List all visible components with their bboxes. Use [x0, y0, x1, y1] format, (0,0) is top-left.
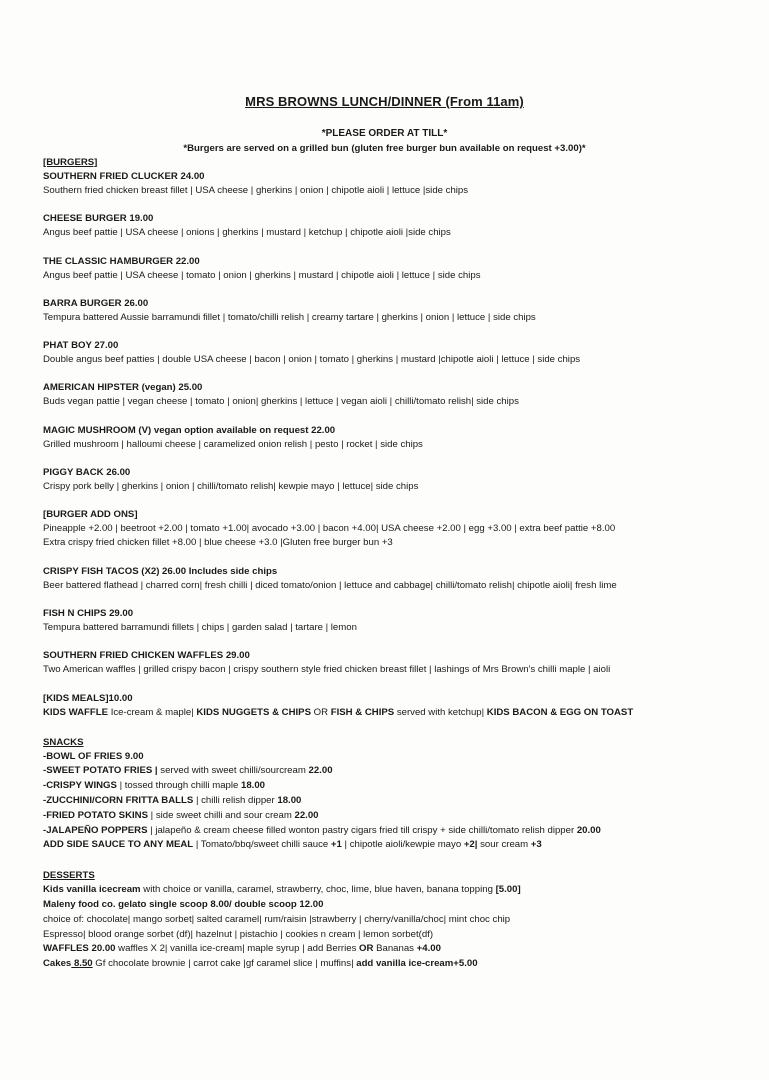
menu-item-description: Tempura battered Aussie barramundi fillet | tomato/chilli relish | creamy tartare | gherkins | onion | lettuce | side chips: [43, 311, 536, 323]
burger-bun-note: *Burgers are served on a grilled bun (gluten free burger bun available on request +3.00)*: [183, 143, 586, 154]
menu-item: [43, 381, 743, 409]
menu-item: [43, 339, 743, 367]
menu-item-description: Angus beef pattie | USA cheese | tomato | onion | gherkins | mustard | chipotle aioli | lettuce | side chips: [43, 269, 481, 281]
snack-item: -CRISPY WINGS | tossed through chilli maple 18.00: [43, 780, 266, 792]
menu-item-description: Grilled mushroom | halloumi cheese | caramelized onion relish | pesto | rocket | side chips: [43, 438, 423, 450]
add-ons-heading: [BURGER ADD ONS]: [43, 509, 138, 521]
menu-item-name: BARRA BURGER 26.00: [43, 297, 149, 309]
menu-item-name: MAGIC MUSHROOM (V) vegan option available on request 22.00: [43, 424, 336, 436]
menu-item-name: FISH N CHIPS 29.00: [43, 607, 134, 619]
menu-content: [43, 156, 743, 972]
kids-heading: [KIDS MEALS]10.00: [43, 692, 133, 704]
kids-line: KIDS WAFFLE Ice-cream & maple| KIDS NUGGETS & CHIPS OR FISH & CHIPS served with ketchup| KIDS BACON & EGG ON TOAST: [43, 706, 634, 718]
dessert-item: Kids vanilla icecream with choice or vanilla, caramel, strawberry, choc, lime, blue haven, banana topping [5.00]: [43, 884, 521, 896]
menu-item-name: CHEESE BURGER 19.00: [43, 213, 154, 225]
menu-item-name: PIGGY BACK 26.00: [43, 467, 131, 479]
snack-item: -FRIED POTATO SKINS | side sweet chilli and sour cream 22.00: [43, 809, 319, 821]
menu-item: [43, 565, 743, 593]
menu-item-name: PHAT BOY 27.00: [43, 340, 119, 352]
burgers-heading: [BURGERS]: [43, 157, 98, 168]
menu-item: [43, 607, 743, 635]
menu-item: [43, 424, 743, 452]
dessert-item: Maleny food co. gelato single scoop 8.00/ double scoop 12.00: [43, 898, 324, 910]
menu-item-description: Beer battered flathead | charred corn| fresh chilli | diced tomato/onion | lettuce and cabbage| chilli/tomato relish| chipotle aioli| fresh lime: [43, 579, 617, 591]
burger-list: [43, 170, 743, 494]
menu-item: [43, 649, 743, 677]
menu-item-description: Two American waffles | grilled crispy bacon | crispy southern style fried chicken breast fillet | lashings of Mrs Brown's chilli maple | aioli: [43, 664, 611, 676]
menu-item-name: THE CLASSIC HAMBURGER 22.00: [43, 255, 200, 267]
menu-title: MRS BROWNS LUNCH/DINNER (From 11am): [245, 94, 524, 109]
dessert-item: choice of: chocolate| mango sorbet| salted caramel| rum/raisin |strawberry | cherry/vanilla/choc| mint choc chip: [43, 913, 511, 925]
order-at-till-note: *PLEASE ORDER AT TILL*: [321, 128, 448, 139]
menu-item-name: AMERICAN HIPSTER (vegan) 25.00: [43, 382, 203, 394]
snacks-heading: SNACKS: [43, 736, 84, 748]
menu-item-name: SOUTHERN FRIED CLUCKER 24.00: [43, 171, 205, 182]
desserts-section: [43, 869, 743, 972]
menu-item-name: SOUTHERN FRIED CHICKEN WAFFLES 29.00: [43, 650, 250, 662]
snack-item: -ZUCCHINI/CORN FRITTA BALLS | chilli relish dipper 18.00: [43, 794, 302, 806]
burger-add-ons: [43, 508, 743, 550]
dessert-item: Espresso| blood orange sorbet (df)| hazelnut | pistachio | cookies n cream | lemon sorbet(df): [43, 928, 434, 940]
menu-item-description: Tempura battered barramundi fillets | chips | garden salad | tartare | lemon: [43, 621, 357, 633]
snack-item: ADD SIDE SAUCE TO ANY MEAL | Tomato/bbq/sweet chilli sauce +1 | chipotle aioli/kewpie mayo +2| sour cream +3: [43, 839, 542, 851]
menu-item-description: Angus beef pattie | USA cheese | onions | gherkins | mustard | ketchup | chipotle aioli |side chips: [43, 227, 451, 239]
kids-meals: [43, 692, 743, 720]
menu-item: [43, 255, 743, 283]
dessert-item: WAFFLES 20.00 waffles X 2| vanilla ice-cream| maple syrup | add Berries OR Bananas +4.00: [43, 943, 441, 955]
menu-item-description: Buds vegan pattie | vegan cheese | tomato | onion| gherkins | lettuce | vegan aioli | chilli/tomato relish| side chips: [43, 396, 519, 408]
snack-item: -SWEET POTATO FRIES | served with sweet chilli/sourcream 22.00: [43, 765, 333, 777]
snack-item: -BOWL OF FRIES 9.00: [43, 750, 144, 762]
menu-item: [43, 212, 743, 240]
add-ons-line: Pineapple +2.00 | beetroot +2.00 | tomato +1.00| avocado +3.00 | bacon +4.00| USA cheese +2.00 | egg +3.00 | extra beef pattie +8.00: [43, 523, 616, 535]
menu-item-description: Crispy pork belly | gherkins | onion | chilli/tomato relish| kewpie mayo | lettuce| side chips: [43, 481, 419, 493]
dessert-item: Cakes 8.50 Gf chocolate brownie | carrot cake |gf caramel slice | muffins| add vanilla ice-cream+5.00: [43, 958, 478, 970]
snacks-section: [43, 736, 743, 854]
desserts-heading: DESSERTS: [43, 870, 95, 882]
mains-list: [43, 565, 743, 678]
snack-item: -JALAPEÑO POPPERS | jalapeño & cream cheese filled wonton pastry cigars fried till crispy + side chilli/tomato relish dipper 20.00: [43, 824, 601, 836]
menu-item: [43, 297, 743, 325]
menu-item-description: Southern fried chicken breast fillet | USA cheese | gherkins | onion | chipotle aioli | lettuce |side chips: [43, 185, 469, 196]
menu-item: [43, 466, 743, 494]
menu-item: [43, 170, 743, 198]
add-ons-line: Extra crispy fried chicken fillet +8.00 | blue cheese +3.0 |Gluten free burger bun +3: [43, 537, 393, 549]
menu-item-name: CRISPY FISH TACOS (X2) 26.00 Includes side chips: [43, 565, 278, 577]
menu-item-description: Double angus beef patties | double USA cheese | bacon | onion | tomato | gherkins | mustard |chipotle aioli | lettuce | side chips: [43, 354, 581, 366]
